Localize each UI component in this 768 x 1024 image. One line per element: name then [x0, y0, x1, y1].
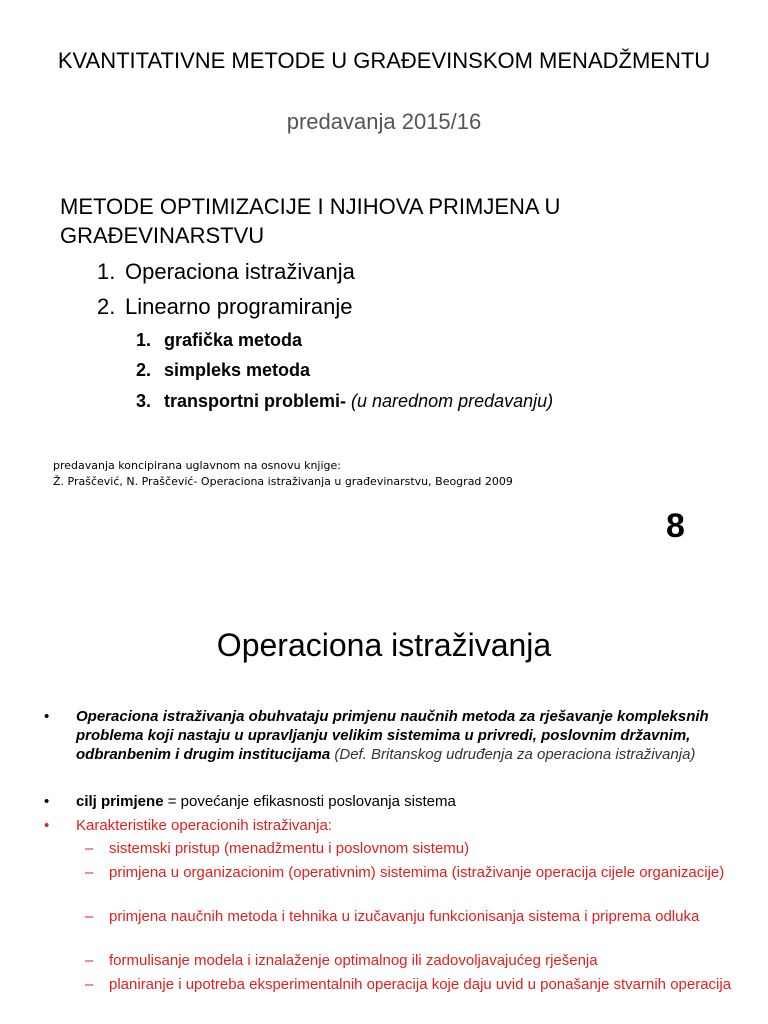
page-number: 8 — [666, 507, 685, 545]
characteristic-item-3 — [85, 907, 735, 926]
bullet-mark: • — [44, 817, 50, 834]
dash-mark: – — [85, 840, 94, 857]
subtopic-item-label: simpleks metoda — [164, 360, 311, 380]
subtopic-item-number: 2. — [136, 360, 152, 380]
dash-mark: – — [85, 908, 94, 925]
subtopic-item-note: (u narednom predavanju) — [351, 391, 554, 411]
topic-item-number: 1. — [97, 259, 116, 284]
definition-body: Operaciona istraživanja obuhvataju primjenu naučnih metoda za rješavanje kompleksnih problema koji nastaju u upravljanju velikim sistemima u privredi, poslovnim državnim, odbranbenim i drugim institucijama — [76, 708, 709, 763]
definition-bullet — [44, 707, 734, 764]
course-subtitle: predavanja 2015/16 — [286, 109, 482, 134]
slide-2 — [0, 576, 768, 1024]
section-heading: METODE OPTIMIZACIJE I NJIHOVA PRIMJENA U GRAĐEVINARSTVU — [60, 194, 561, 248]
goal-value: = povećanje efikasnosti poslovanja sistema — [167, 793, 456, 810]
characteristic-item-1 — [85, 839, 735, 858]
subtopic-item-2 — [136, 359, 310, 381]
characteristic-item-2 — [85, 863, 735, 882]
source-note-line-2: Ž. Praščević, N. Praščević- Operaciona istraživanja u građevinarstvu, Beograd 2009 — [53, 475, 513, 488]
subtopic-item-number: 3. — [136, 391, 152, 411]
topic-item-1 — [97, 259, 355, 285]
dash-mark: – — [85, 976, 94, 993]
bullet-mark: • — [44, 793, 50, 810]
characteristic-text: formulisanje modela i iznalaženje optimalnog ili zadovoljavajućeg rješenja — [109, 952, 598, 969]
topic-item-label: Operaciona istraživanja — [125, 259, 355, 284]
subtopic-item-label: grafička metoda — [164, 330, 303, 350]
topic-item-2 — [97, 294, 352, 320]
source-note-line-1: predavanja koncipirana uglavnom na osnovu knjige: — [53, 459, 341, 472]
goal-label: cilj primjene — [76, 793, 164, 810]
goal-bullet — [44, 792, 734, 811]
slide-title: Operaciona istraživanja — [216, 627, 552, 663]
course-title: KVANTITATIVNE METODE U GRAĐEVINSKOM MENADŽMENTU — [57, 48, 711, 73]
topic-item-number: 2. — [97, 294, 116, 319]
definition-source: (Def. Britanskog udruđenja za operaciona istraživanja) — [334, 746, 696, 763]
goal-text — [76, 792, 734, 811]
characteristics-heading: Karakteristike operacionih istraživanja: — [76, 817, 332, 834]
characteristic-text: sistemski pristup (menadžmentu i poslovnom sistemu) — [109, 840, 470, 857]
characteristic-item-5 — [85, 975, 735, 994]
subtopic-item-3 — [136, 390, 553, 412]
characteristic-item-4 — [85, 951, 735, 970]
subtopic-item-label: transportni problemi- — [164, 391, 347, 411]
characteristic-text: primjena naučnih metoda i tehnika u izučavanju funkcionisanja sistema i priprema odluka — [109, 908, 700, 925]
characteristics-bullet — [44, 816, 734, 835]
subtopic-item-1 — [136, 329, 302, 351]
topic-item-label: Linearno programiranje — [125, 294, 353, 319]
dash-mark: – — [85, 952, 94, 969]
source-note — [53, 458, 513, 490]
bullet-mark: • — [44, 708, 50, 725]
characteristic-text: planiranje i upotreba eksperimentalnih operacija koje daju uvid u ponašanje stvarnih operacija — [109, 976, 732, 993]
dash-mark: – — [85, 864, 94, 881]
subtopic-item-number: 1. — [136, 330, 152, 350]
definition-text — [76, 707, 734, 764]
characteristic-text: primjena u organizacionim (operativnim) sistemima (istraživanje operacija cijele organizacije) — [109, 864, 725, 881]
